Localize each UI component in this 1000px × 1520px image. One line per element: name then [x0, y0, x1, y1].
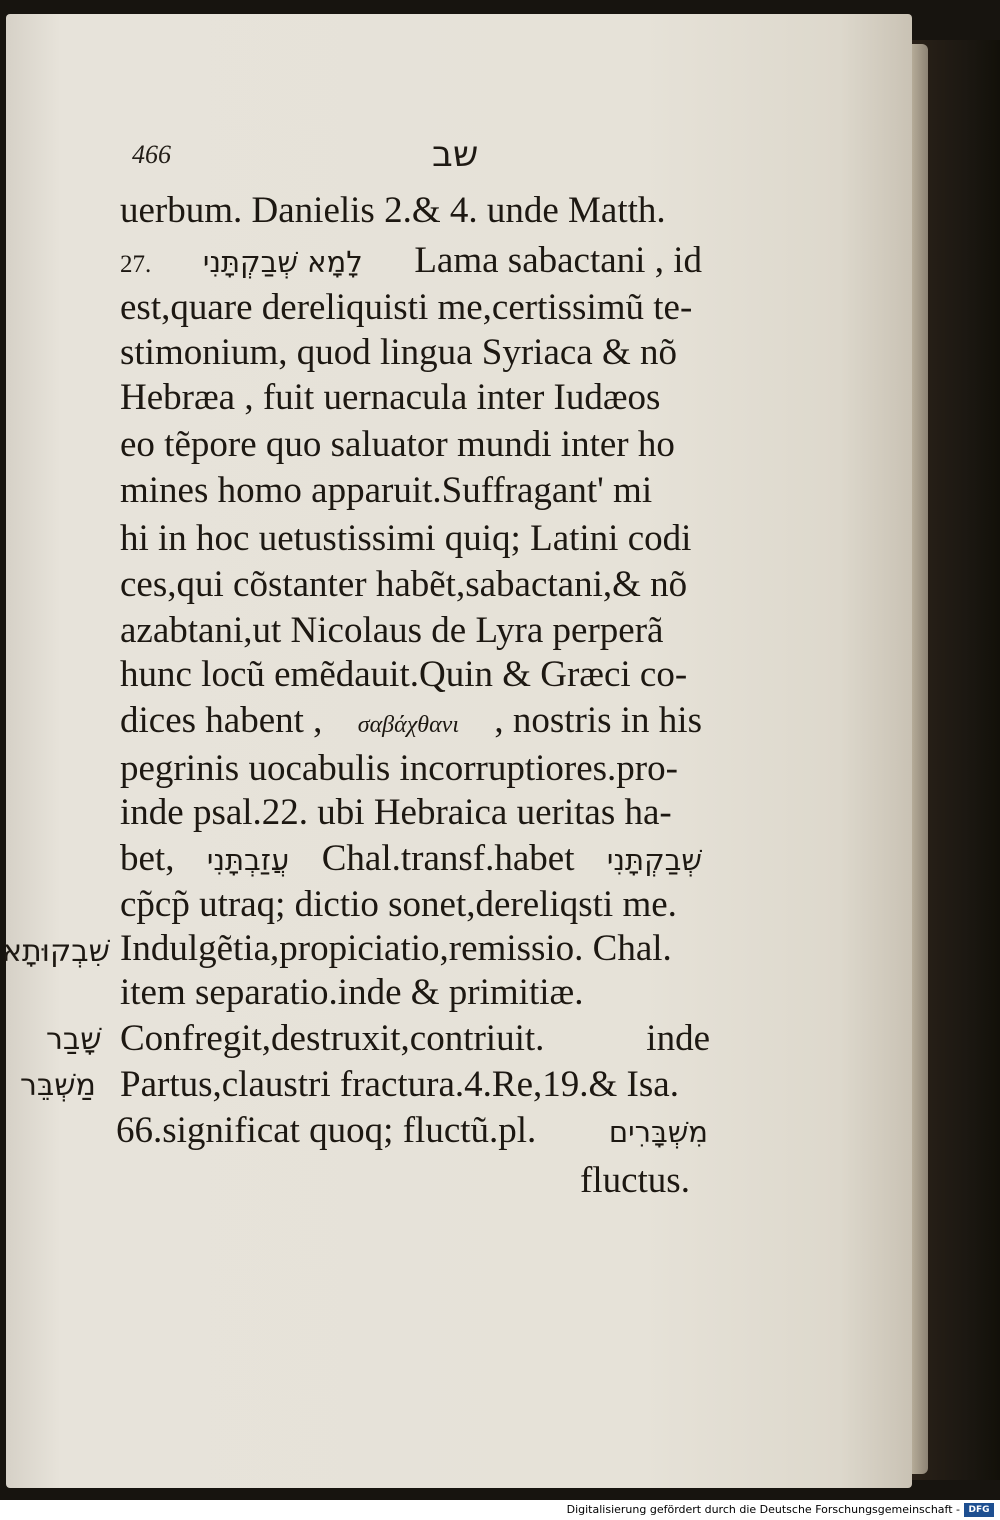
text-line: fluctus.	[580, 1160, 690, 1201]
text-line: Partus,claustri fractura.4.Re,19.& Isa.	[120, 1064, 679, 1105]
text-line: eo tẽpore quo saluator mundi inter ho	[120, 424, 675, 465]
text-line: azabtani,ut Nicolaus de Lyra perperã	[120, 610, 664, 651]
text-line: est,quare dereliquisti me,certissimũ te-	[120, 287, 693, 328]
text-line: 66.significat quoq; fluctũ.pl. מִשְׁבָּרִים	[116, 1108, 708, 1154]
hebrew-word: עֲזַבְתָּנִי	[206, 843, 290, 877]
dfg-logo-icon: DFG	[964, 1503, 994, 1517]
text-line: Indulgẽtia,propiciatio,remissio. Chal.	[120, 928, 672, 969]
text-line: bet, עֲזַבְתָּנִי Chal.transf.habet שְׁבַקְתָּנִי	[120, 836, 702, 882]
text-line: stimonium, quod lingua Syriaca & nõ	[120, 332, 678, 373]
text-line: uerbum. Danielis 2.& 4. unde Matth.	[120, 190, 666, 231]
running-head: שב	[432, 134, 479, 175]
text-line: 27. לָמָא שְׁבַקְתָּנִי Lama sabactani , id	[120, 238, 702, 284]
text-line: ces,qui cõstanter habẽt,sabactani,& nõ	[120, 564, 688, 605]
hebrew-word: שְׁבַקְתָּנִי	[606, 843, 702, 877]
text-line: inde psal.22. ubi Hebraica ueritas ha-	[120, 792, 672, 833]
text-line: cp̃cp̃ utraq; dictio sonet,dereliqsti me.	[120, 884, 677, 925]
text-line: hi in hoc uetustissimi quiq; Latini codi	[120, 518, 692, 559]
text-line: hunc locũ emẽdauit.Quin & Græci co-	[120, 654, 688, 695]
page-number: 466	[132, 140, 171, 169]
greek-word: σαβάχθανι	[357, 712, 459, 738]
funding-notice: Digitalisierung gefördert durch die Deutsche Forschungsgemeinschaft -	[566, 1503, 960, 1516]
text-line: item separatio.inde & primitiæ.	[120, 972, 584, 1013]
text-line: Confregit,destruxit,contriuit. inde	[120, 1018, 710, 1059]
text-line: pegrinis uocabulis incorruptiores.pro-	[120, 748, 678, 789]
hebrew-word: מִשְׁבָּרִים	[608, 1115, 708, 1149]
text-line: dices habent , σαβάχθανι , nostris in his	[120, 698, 702, 744]
text-line: Hebræa , fuit uernacula inter Iudæos	[120, 377, 661, 418]
text-line: mines homo apparuit.Suffragant' mi	[120, 470, 653, 511]
margin-hebrew-headword: שָׁבַר	[46, 1022, 102, 1057]
margin-hebrew-headword: מַשְׁבֵּר	[20, 1068, 96, 1103]
hebrew-word: לָמָא שְׁבַקְתָּנִי	[202, 245, 363, 279]
digitization-footer	[0, 1500, 1000, 1520]
margin-hebrew-headword: שִׁבְקוּתָא	[2, 934, 110, 969]
